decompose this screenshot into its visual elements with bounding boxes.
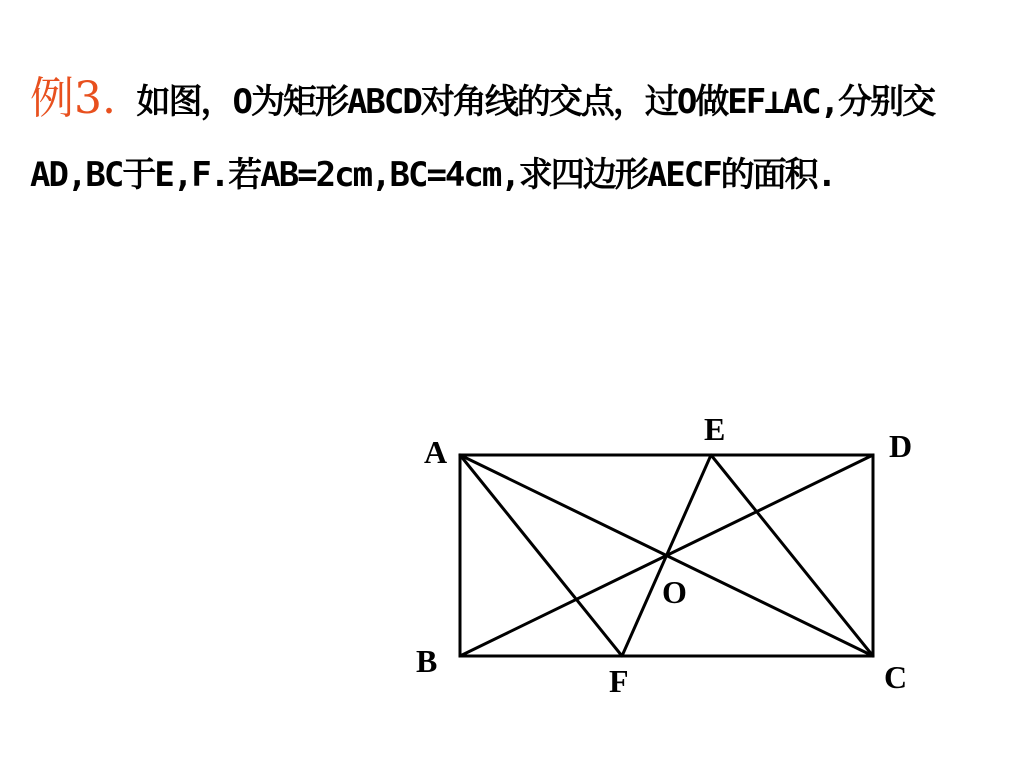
- example-label: 例3.: [30, 73, 116, 124]
- problem-text: 如图，O为矩形ABCD对角线的交点，过O做EF⊥AC,分别交AD,BC于E,F.若AB=2cm,BC=4cm,求四边形AECF的面积.: [30, 82, 935, 195]
- segment-af: [460, 455, 622, 656]
- segment-ef: [622, 455, 711, 656]
- label-o: O: [662, 574, 687, 610]
- label-e: E: [704, 411, 726, 447]
- label-a: A: [424, 434, 448, 470]
- label-b: B: [416, 643, 438, 679]
- label-c: C: [884, 659, 908, 695]
- label-f: F: [609, 663, 629, 699]
- label-d: D: [889, 428, 913, 464]
- segment-ec: [711, 455, 873, 656]
